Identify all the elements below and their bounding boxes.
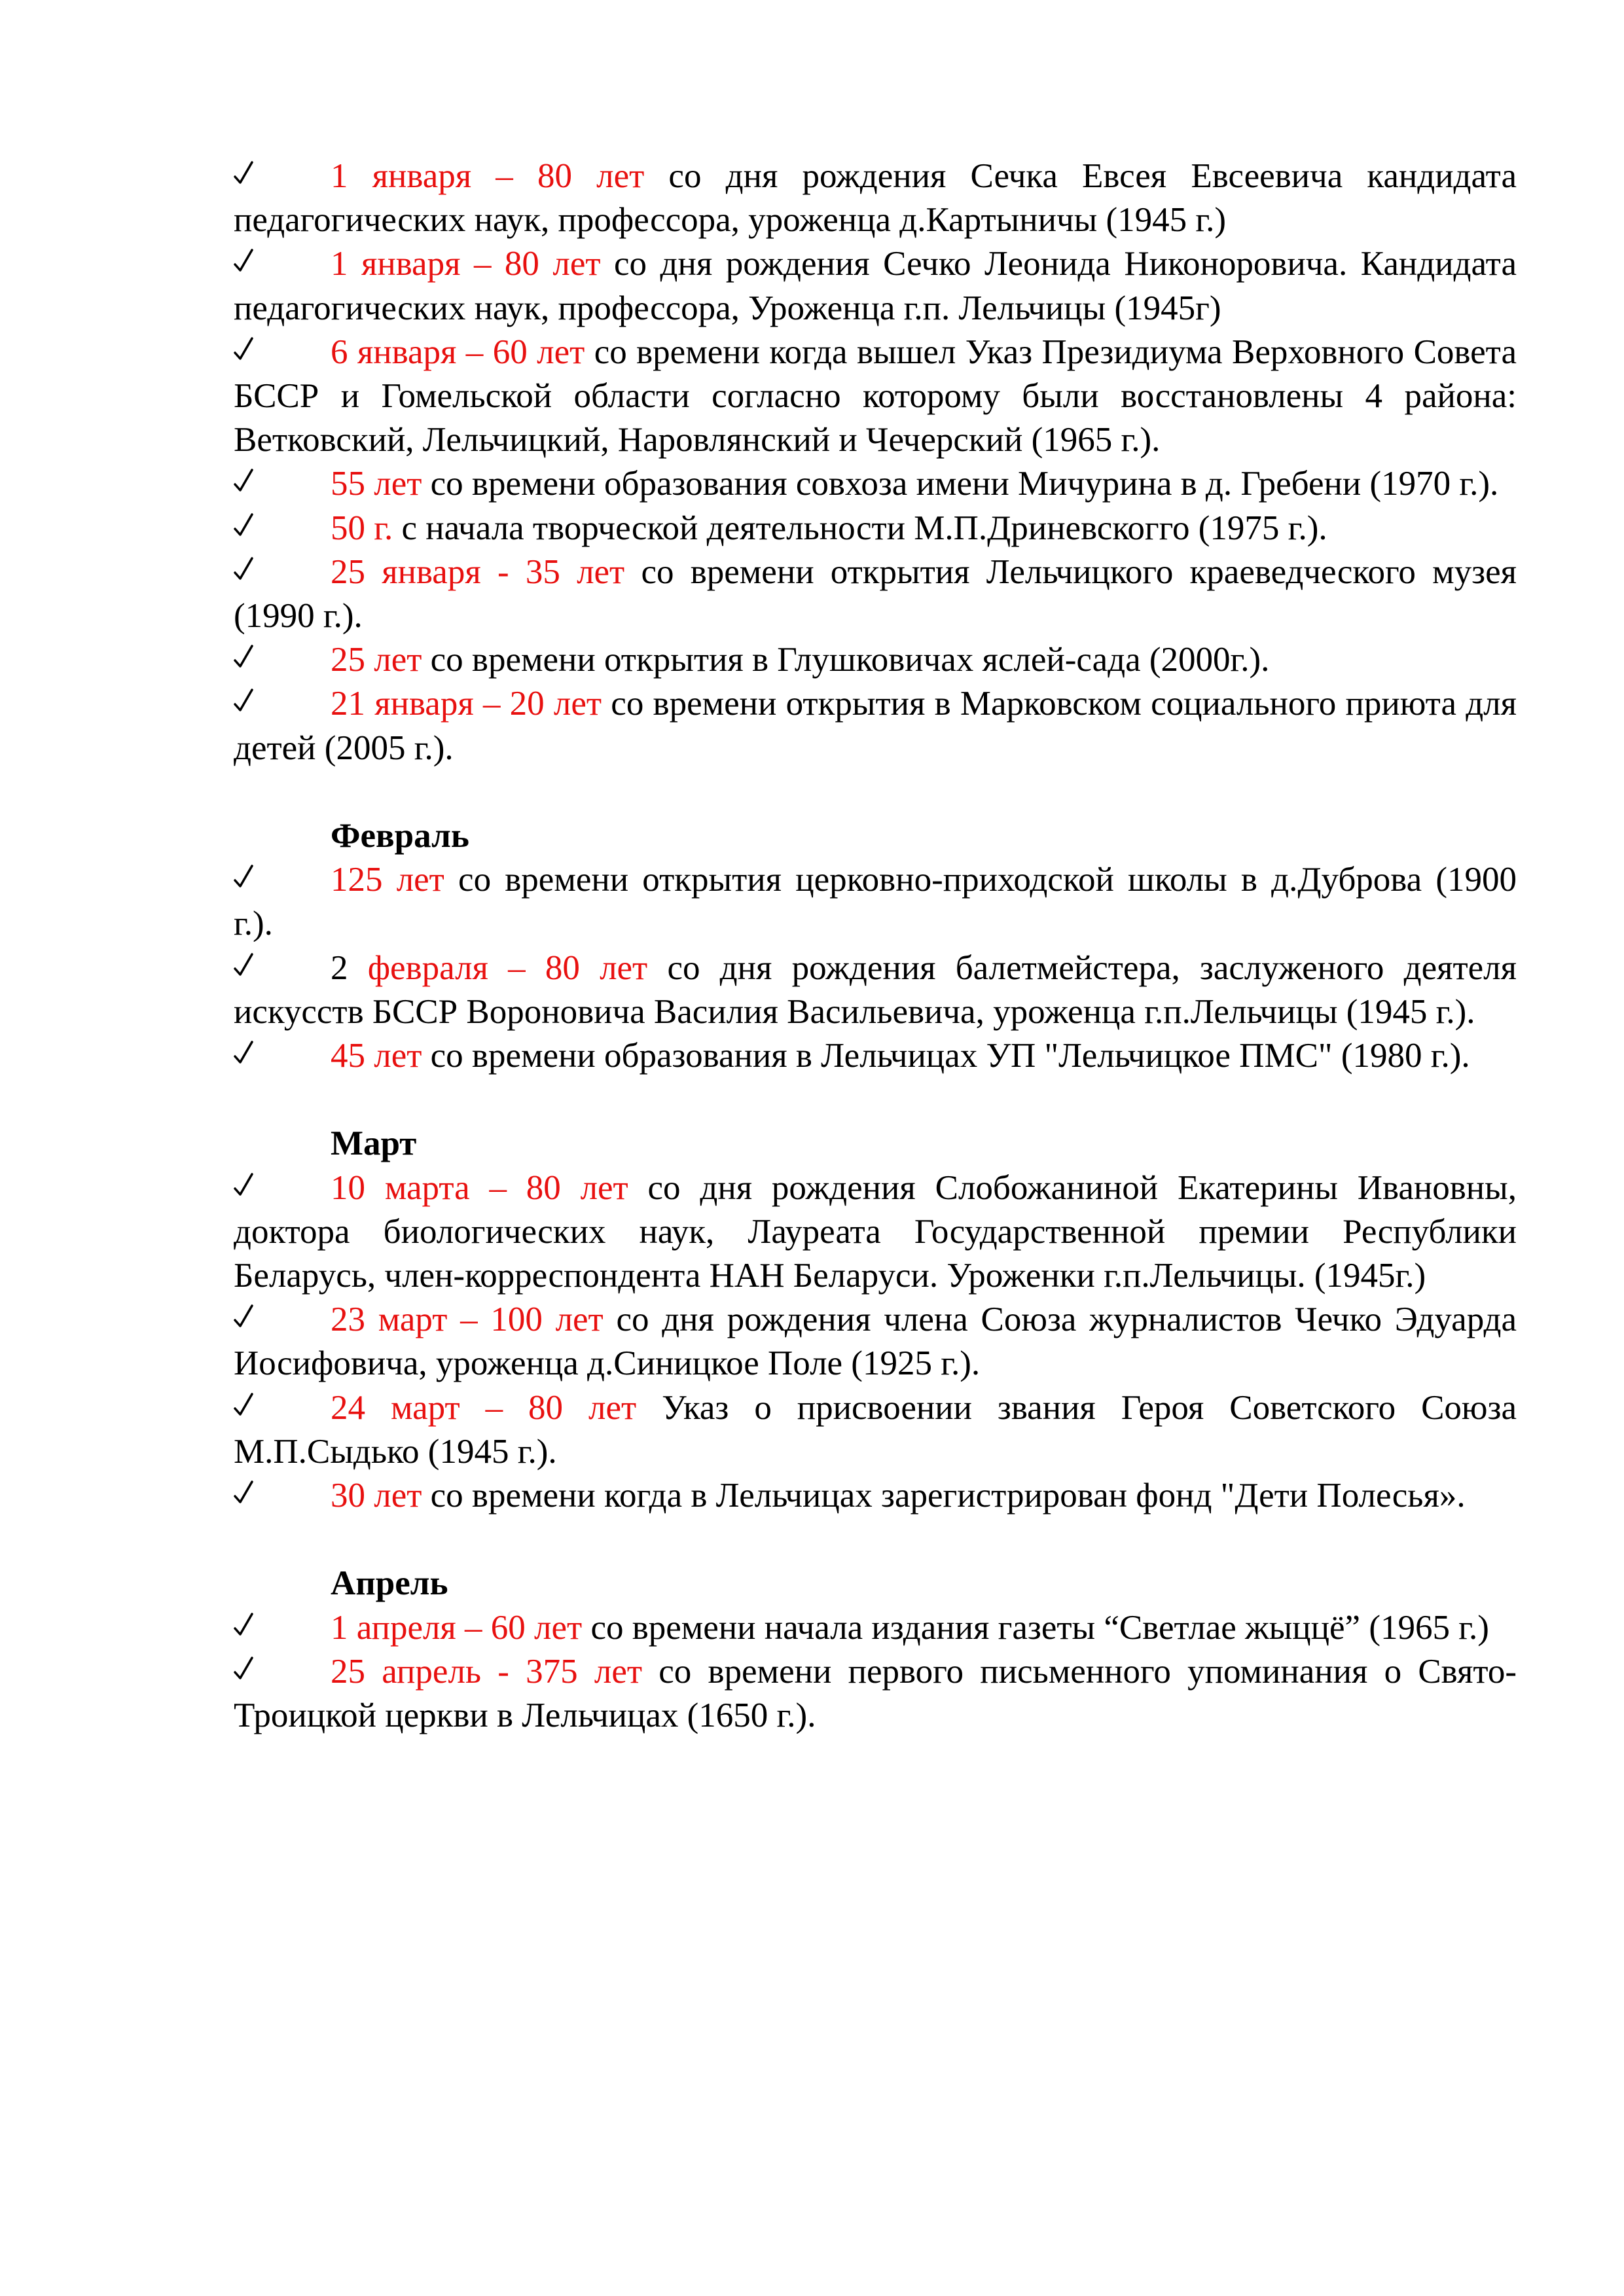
item-description: со дня рождения Слобожаниной Екатерины Ивановны, доктора биологических наук, Лауреата Государственной премии Республики Беларусь, член-корреспондента НАН Беларуси. Уроженки г.п.Лельчицы. (1945г.) xyxy=(234,1168,1517,1295)
item-description: со времени начала издания газеты “Светлае жыццё” (1965 г.) xyxy=(582,1608,1489,1647)
item-description: со времени открытия Лельчицкого краеведческого музея (1990 г.). xyxy=(234,552,1517,636)
checkmark-icon xyxy=(234,858,253,896)
checkmark-icon xyxy=(234,462,253,500)
checkmark-icon xyxy=(234,638,253,676)
checkmark-icon xyxy=(234,331,253,368)
anniversary-item xyxy=(234,331,1517,463)
anniversary-item xyxy=(234,507,1517,550)
item-date: 23 март – 100 лет xyxy=(331,1300,604,1339)
item-description: со времени когда в Лельчицах зарегистрирован фонд "Дети Полесья». xyxy=(422,1477,1466,1515)
item-description: со дня рождения Сечко Леонида Никоноровича. Кандидата педагогических наук, профессора, Уроженца г.п. Лельчицы (1945г) xyxy=(234,245,1517,327)
item-date: 1 января – 80 лет xyxy=(331,245,601,283)
anniversary-item xyxy=(234,1034,1517,1078)
item-description: Указ о присвоении звания Героя Советского Союза М.П.Сыдько (1945 г.). xyxy=(234,1388,1517,1471)
checkmark-icon xyxy=(234,682,253,720)
checkmark-icon xyxy=(234,1034,253,1072)
month-heading: Февраль xyxy=(331,817,469,855)
anniversary-item xyxy=(234,1606,1517,1650)
item-description: со времени когда вышел Указ Президиума Верховного Совета БССР и Гомельской области согласно которому были восстановлены 4 района: Ветковский, Лельчицкий, Наровлянский и Чечерский (1965 г.). xyxy=(234,332,1517,459)
item-description: с начала творческой деятельности М.П.Дриневскогго (1975 г.). xyxy=(393,509,1327,547)
checkmark-icon xyxy=(234,1166,253,1204)
anniversary-item xyxy=(234,242,1517,330)
anniversary-item xyxy=(234,1298,1517,1386)
checkmark-icon xyxy=(234,550,253,588)
checkmark-icon xyxy=(234,242,253,280)
checkmark-icon xyxy=(234,1298,253,1336)
item-date: 125 лет xyxy=(331,861,444,899)
item-description: со дня рождения Сечка Евсея Евсеевича кандидата педагогических наук, профессора, уроженца д.Картыничы (1945 г.) xyxy=(234,157,1517,240)
item-prefix: 2 xyxy=(331,948,368,987)
anniversary-item xyxy=(234,462,1517,506)
month-heading: Апрель xyxy=(331,1564,448,1603)
item-description: со времени первого письменного упоминания о Свято-Троицкой церкви в Лельчицах (1650 г.). xyxy=(234,1652,1517,1735)
anniversary-item xyxy=(234,1474,1517,1518)
anniversary-item xyxy=(234,638,1517,682)
item-date: 21 января – 20 лет xyxy=(331,685,602,723)
document-page xyxy=(234,154,1517,1738)
checkmark-icon xyxy=(234,1386,253,1424)
checkmark-icon xyxy=(234,946,253,984)
item-date: февраля – 80 лет xyxy=(367,948,648,987)
item-date: 50 г. xyxy=(331,509,393,547)
item-date: 24 март – 80 лет xyxy=(331,1388,637,1427)
item-date: 55 лет xyxy=(331,465,422,503)
item-date: 25 апрель - 375 лет xyxy=(331,1652,643,1691)
anniversary-item xyxy=(234,1386,1517,1474)
item-description: со дня рождения члена Союза журналистов Чечко Эдуарда Иосифовича, уроженца д.Синицкое Поле (1925 г.). xyxy=(234,1300,1517,1383)
anniversary-item xyxy=(234,154,1517,242)
item-date: 30 лет xyxy=(331,1477,422,1515)
anniversary-item xyxy=(234,858,1517,946)
item-date: 45 лет xyxy=(331,1037,422,1075)
anniversary-item xyxy=(234,682,1517,770)
item-description: со дня рождения балетмейстера, заслуженого деятеля искусств БССР Вороновича Василия Васильевича, уроженца г.п.Лельчицы (1945 г.). xyxy=(234,948,1517,1031)
anniversary-item xyxy=(234,1166,1517,1299)
item-description: со времени открытия в Глушковичах яслей-сада (2000г.). xyxy=(422,641,1270,679)
checkmark-icon xyxy=(234,1474,253,1512)
item-date: 25 января - 35 лет xyxy=(331,552,625,591)
item-date: 1 января – 80 лет xyxy=(331,157,645,195)
month-heading: Март xyxy=(331,1124,417,1163)
item-description: со времени образования совхоза имени Мичурина в д. Гребени (1970 г.). xyxy=(422,465,1499,503)
checkmark-icon xyxy=(234,507,253,545)
item-description: со времени открытия церковно-приходской школы в д.Дуброва (1900 г.). xyxy=(234,861,1517,943)
item-description: со времени открытия в Марковском социального приюта для детей (2005 г.). xyxy=(234,685,1517,767)
anniversary-item xyxy=(234,1650,1517,1738)
checkmark-icon xyxy=(234,1606,253,1644)
item-date: 1 апреля – 60 лет xyxy=(331,1608,583,1647)
item-date: 6 января – 60 лет xyxy=(331,332,585,371)
checkmark-icon xyxy=(234,154,253,192)
item-date: 25 лет xyxy=(331,641,422,679)
anniversary-item xyxy=(234,550,1517,638)
anniversary-item xyxy=(234,946,1517,1034)
checkmark-icon xyxy=(234,1650,253,1688)
item-description: со времени образования в Лельчицах УП "Лельчицкое ПМС" (1980 г.). xyxy=(422,1037,1470,1075)
item-date: 10 марта – 80 лет xyxy=(331,1168,628,1207)
